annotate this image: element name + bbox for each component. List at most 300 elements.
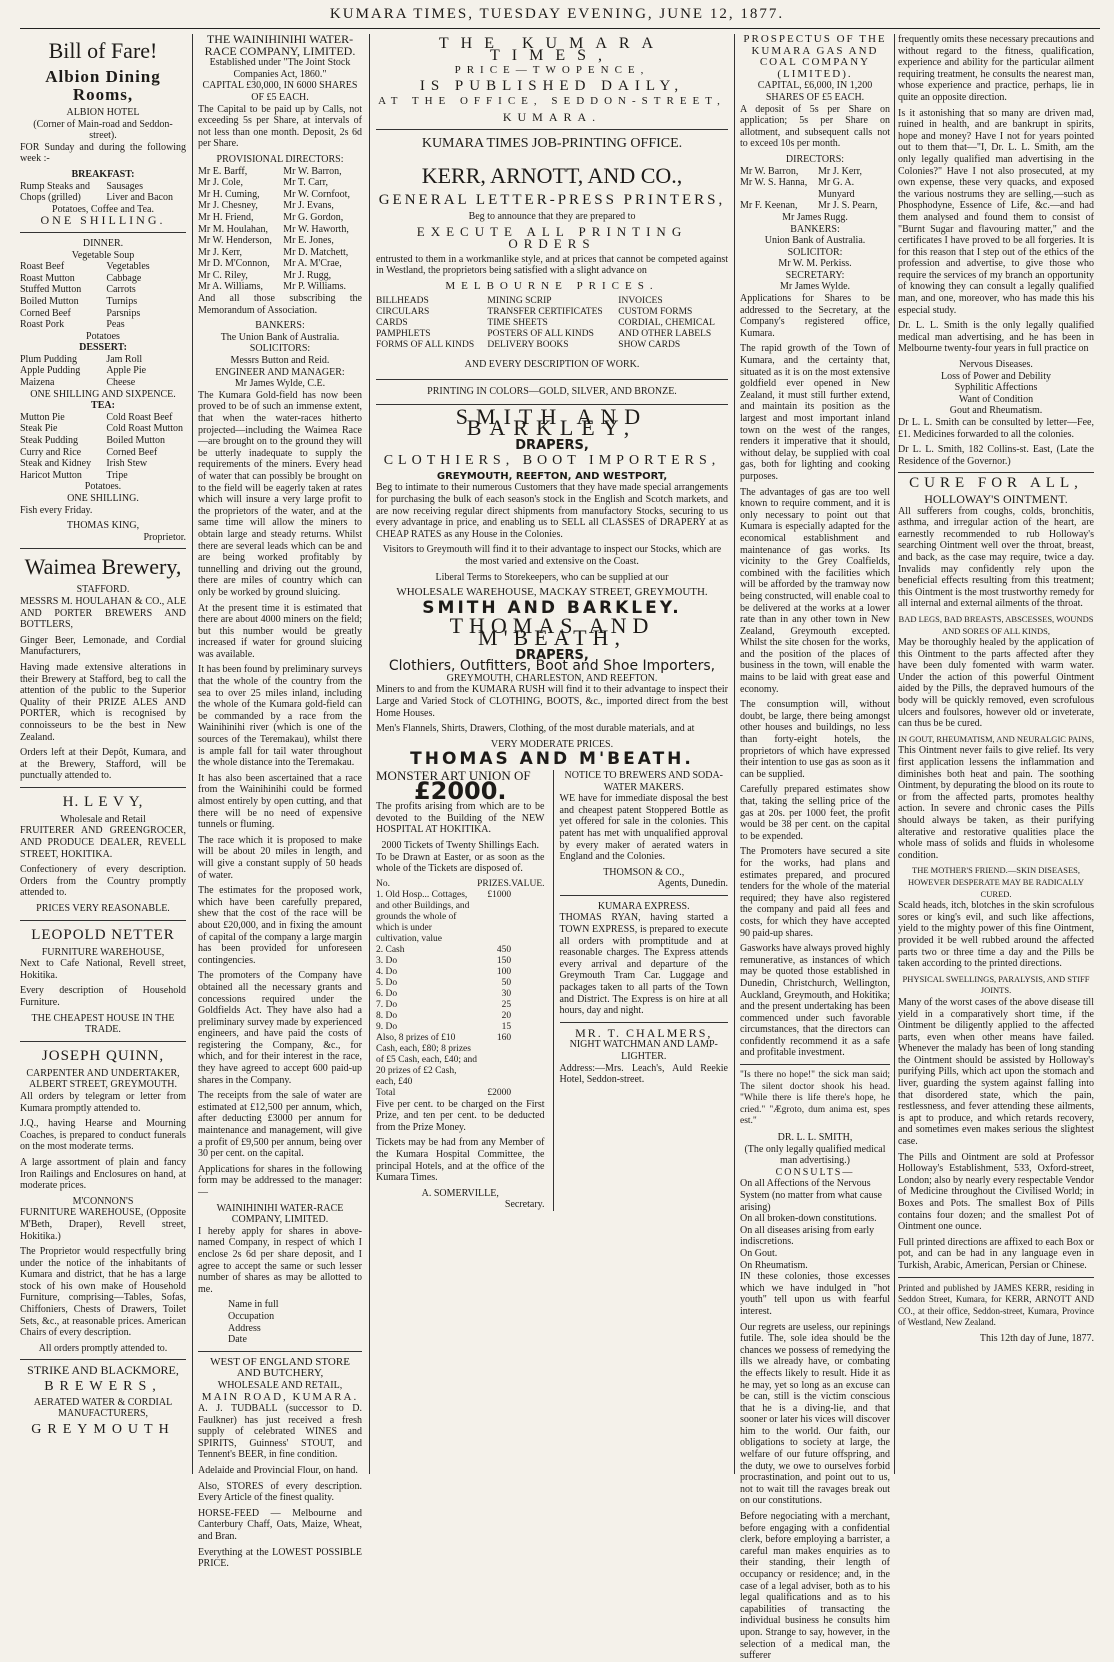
- quinn-p3: A large assortment of plain and fancy Iron Railings and Enclosures on hand, at moderate prices.: [20, 1156, 186, 1192]
- gas-secretary: Mr James Wylde.: [779, 281, 851, 293]
- prize-row-cell: 450: [496, 944, 512, 955]
- column-5: [898, 34, 1094, 1474]
- t-body: Miners to and from the KUMARA RUSH will find it to their advantage to inspect their Large and Varied Stock of CLOTHING, BOOTS, &c., imported direct from the best Home Houses.: [376, 684, 728, 719]
- art-union-profits: The profits arising from which are to be devoted to the Building of the NEW HOSPITAL AT HOKITIKA.: [376, 801, 545, 836]
- dinner-row-cell: Roast Mutton: [20, 272, 75, 284]
- dessert-row-cell: Maizena: [20, 377, 55, 389]
- prize-row: [376, 1022, 545, 1033]
- melbourne-prices: MELBOURNE PRICES.: [445, 279, 659, 292]
- prize-row-cell: 100: [496, 966, 512, 977]
- race-p2: At the present time it is estimated that there are about 4000 miners on the field; but this number would be greatly increased if water for ground sluicing was available.: [198, 602, 362, 660]
- smith-address: Dr L. L. Smith, 182 Collins-st. East, (Late the Residence of the Governor.): [898, 444, 1094, 467]
- veg-soup: Vegetable Soup: [71, 249, 135, 261]
- gas-director-row: [740, 177, 890, 200]
- dinner-row-cell: Peas: [106, 319, 125, 331]
- printing-colors: PRINTING IN COLORS—GOLD, SILVER, AND BRONZE.: [427, 385, 677, 397]
- art-union-amount: £2000.: [413, 776, 507, 805]
- smith-barkley: SMITH AND BARKLEY,: [455, 403, 649, 441]
- dessert-row-cell: Jam Roll: [106, 353, 143, 365]
- imprint: Printed and published by JAMES KERR, residing in Seddon Street, Kumara, for KERR, ARNOTT AND CO., at their office, Seddon-street, Kumara, Province of Westland, New Zealand.: [898, 1282, 1094, 1328]
- every-description: AND EVERY DESCRIPTION OF WORK.: [464, 359, 640, 371]
- divider: [740, 1064, 890, 1065]
- prize-header-cell: PRIZES.: [477, 878, 512, 889]
- waimea-title: Waimea Brewery,: [24, 554, 182, 580]
- divider: [898, 472, 1094, 473]
- smith-barkley-block: SMITH AND BARKLEY.: [422, 597, 682, 618]
- smith-p1: frequently omits these necessary precautions and without regard to the fitness, qualification, experience and ability for the particular ailment requiring treatment, he consults the nearest man, whose experience and practice, perhaps, lie in quite an opposite direction.: [898, 34, 1094, 103]
- gas-title: PROSPECTUS OF THE KUMARA GAS AND COAL COMPANY (LIMITED).: [743, 33, 887, 80]
- chalmers: MR. T. CHALMERS,: [575, 1025, 713, 1040]
- director-row-cell: Mr G. Gordon,: [283, 211, 344, 223]
- dinner-row: [20, 261, 186, 273]
- breakfast-list: [20, 181, 186, 204]
- gas-capital: CAPITAL, £6,000, IN 1,200 SHARES OF £5 EACH.: [757, 80, 873, 103]
- right-ads: [553, 770, 729, 1211]
- cheapest-house: THE CHEAPEST HOUSE IN THE TRADE.: [31, 1012, 175, 1036]
- printing-item: INVOICES: [618, 296, 663, 307]
- divider: [898, 1277, 1094, 1278]
- dessert-row: [20, 377, 186, 389]
- gas-p3: The consumption will, without doubt, be large, there being amongst other houses and buildings, no less than forty-eight hotels, the proprietors of which have expressed their intention to use gas as soon as it can be supplied.: [740, 699, 890, 780]
- form-fields: [198, 1299, 362, 1345]
- gas-director-row-cell: Mr F. Keenan,: [740, 200, 798, 212]
- column-rule: [734, 34, 735, 1474]
- tea-row-cell: Curry and Rice: [20, 446, 82, 458]
- director-row: [198, 166, 362, 178]
- director-row: [198, 235, 362, 247]
- consult-p3: Before negociating with a merchant, before engaging with a confidential clerk, before employing a barrister, a careful man makes enquiries as to their standing, their length of occupancy or residence; and, in the case of a legal adviser, both as to his legal qualifications and as to his capabilities of transacting the individual business he consults him upon. Strange to say, however, in the selection of a medical man, the sufferer: [740, 1511, 890, 1662]
- prize-row-cell: 5. Do: [376, 977, 398, 988]
- gas-p5: The Promoters have secured a site for the works, had plans and estimates prepared, and procured tenders for the whole of the material required; they have also registered the company and paid all fees and costs, for which they have accepted 90 paid-up shares.: [740, 846, 890, 939]
- gas-p2: The advantages of gas are too well known to require comment, and it is only necessary to point out that Kumara is especially adapted for the economical establishment and maintenance of gas works. Its vicinity to the Grey Coalfields, combined with the facilities which will be afforded by the tramway now being constructed, will enable coal to be delivered at the works at a lower rate than in any other town in New Zealand, Greymouth excepted. Whilst the site chosen for the works, and the position of the places of business in the town, will enable the mains to be laid with great ease and economy.: [740, 486, 890, 695]
- printing-item: CORDIAL, CHEMICAL: [618, 318, 715, 329]
- furniture-warehouse: FURNITURE WAREHOUSE,: [41, 946, 165, 958]
- director-row-cell: Mr H. Friend,: [198, 211, 254, 223]
- breakfast-heading: BREAKFAST:: [71, 168, 135, 180]
- director-row-cell: Mr J. Kerr,: [198, 246, 243, 258]
- divider: [20, 787, 186, 788]
- wainihinihi-title: THE WAINIHINIHI WATER-RACE COMPANY, LIMITED.: [204, 32, 356, 58]
- printing-item: DELIVERY BOOKS: [487, 340, 569, 351]
- entrusted: entrusted to them in a workmanlike style, and at prices that cannot be competed against in Westland, the proprietors being satisfied with a slight advance on: [376, 253, 728, 277]
- sunday-notice: FOR Sunday and during the following week :-: [20, 141, 186, 165]
- tea-list: [20, 412, 186, 482]
- fish-friday: Fish every Friday.: [20, 504, 93, 516]
- director-row-cell: Mr W. Cornfoot,: [283, 188, 350, 200]
- dinner-row-cell: Cabbage: [106, 272, 142, 284]
- dinner-row-cell: Boiled Mutton: [20, 295, 79, 307]
- tea-row-cell: Tripe: [106, 469, 128, 481]
- proprietor: Proprietor.: [143, 531, 186, 543]
- times-kumara: KUMARA.: [502, 109, 602, 124]
- levy-title: H. L E V Y,: [62, 793, 144, 810]
- dinner-row-cell: Roast Pork: [20, 319, 65, 331]
- mcconnon-furniture: FURNITURE WAREHOUSE, (Opposite M'Beth, Draper), Revell street, Hokitika.): [20, 1207, 186, 1242]
- waimea-body: Having made extensive alterations in their Brewery at Stafford, beg to call the attention of the public to the Superior Quality of their PRIZE ALES AND PORTER, which is recognised by connoisseurs to be the best in New Zealand.: [20, 661, 186, 743]
- prize-total-cell: Total: [376, 1087, 396, 1098]
- tea-price: ONE SHILLING.: [67, 493, 139, 504]
- drapers: DRAPERS,: [515, 437, 589, 453]
- divider: [198, 1351, 362, 1352]
- director-row-cell: Mr W. Haworth,: [283, 223, 349, 235]
- director-row: [198, 224, 362, 236]
- kerr-arnott: KERR, ARNOTT, AND CO.,: [421, 163, 683, 189]
- quinn-p2: J.Q., having Hearse and Mourning Coaches, is prepared to conduct funerals on the most moderate terms.: [20, 1118, 186, 1153]
- prize-row-cell: 1. Old Hosp... Cottages, and other Buildings, and grounds the whole of which is under cultivation, value: [376, 889, 470, 944]
- divider: [20, 1359, 186, 1360]
- consult-item: On all diseases arising from early indiscretions.: [740, 1224, 875, 1248]
- breakfast-extra: Potatoes, Coffee and Tea.: [52, 203, 154, 215]
- divider: [560, 895, 729, 896]
- greymouth: GREYMOUTH: [31, 1421, 175, 1437]
- manufacturers: MANUFACTURERS,: [57, 1408, 149, 1420]
- levy-sub: Wholesale and Retail: [60, 813, 146, 825]
- stores: Also, STORES of every description. Every Article of the finest quality.: [198, 1480, 362, 1504]
- prize-row: [376, 967, 545, 978]
- prize-row-cell: 30: [501, 988, 512, 999]
- director-row-cell: Mr A. M'Crae,: [283, 258, 342, 270]
- thomson: THOMSON & CO.,: [603, 866, 685, 878]
- director-row: [198, 247, 362, 259]
- engineer-heading: ENGINEER AND MANAGER:: [215, 366, 345, 378]
- director-row: [198, 189, 362, 201]
- tea-row: [20, 470, 186, 482]
- director-row-cell: Mr E. Jones,: [283, 235, 334, 247]
- secretary: Secretary.: [504, 1199, 545, 1211]
- gas-director-row-cell: Mr G. A. Munyard: [818, 177, 855, 200]
- holloway-p2: May be thoroughly healed by the application of this Ointment to the parts affected after they have been duly fomented with warm water. Under the action of this powerful Ointment aided by the Pills, the depraved humours of the body will be quickly removed, even scrofulous ulcers and foulsores, however old or inveterate, can thus be be cured.: [898, 637, 1094, 730]
- consult-p1: IN these colonies, those excesses which we have indulged in "hot youth" tell upon us with fearful interest.: [740, 1271, 890, 1317]
- holloway-p4: Scald heads, itch, blotches in the skin scrofulous sores or king's evil, and such like affections, yield to the mighty power of this fine Ointment, provided it be well rubbed around the affected parts two or three time a day and the Pills be taken according to the printed directions.: [898, 900, 1094, 970]
- greymouth-reefton: GREYMOUTH, REEFTON, AND WESTPORT,: [436, 470, 668, 482]
- director-row-cell: Mr J. Evans,: [283, 200, 334, 212]
- printing-item: TRANSFER CERTIFICATES: [487, 307, 603, 318]
- director-row: [198, 212, 362, 224]
- printing-item: POSTERS OF ALL KINDS: [487, 329, 594, 340]
- tea-heading: TEA:: [91, 400, 115, 412]
- holloway-p7: Full printed directions are affixed to each Box or pot, and can be had in any language even in Turkish, Arabic, American, Persian or Chinese.: [898, 1236, 1094, 1271]
- gas-director-row-cell: Mr W. S. Hanna,: [740, 177, 808, 189]
- prize-row: [376, 1000, 545, 1011]
- main-road: MAIN ROAD, KUMARA.: [201, 1390, 359, 1403]
- dinner-row: [20, 319, 186, 331]
- potatoes: Potatoes: [86, 330, 120, 342]
- gas-director-row-cell: Mr W. Barron,: [740, 165, 799, 177]
- bankers: The Union Bank of Australia.: [220, 331, 340, 343]
- t-drapers: DRAPERS,: [515, 647, 589, 663]
- dinner-row-cell: Vegetables: [106, 261, 150, 273]
- dinner-row-cell: Turnips: [106, 295, 138, 307]
- prize-row-cell: 25: [501, 999, 512, 1010]
- printing-item: PAMPHLETS: [376, 329, 431, 340]
- prize-row-cell: 2. Cash: [376, 944, 405, 955]
- albion-title: Albion Dining Rooms,: [45, 67, 161, 104]
- established: Established under "The Joint Stock Companies Act, 1860.": [209, 57, 351, 80]
- gas-director-row-cell: Mr J. Kerr,: [818, 165, 863, 177]
- prize-header-cell: VALUE.: [511, 878, 545, 889]
- gas-deposit: A deposit of 5s per Share on application; 5s per Share on allotment, and subsequent calls not to exceed 10s per month.: [740, 103, 890, 150]
- race-p6: The estimates for the proposed work, which have been carefully prepared, shew that the cost of the race will be about £20,000, and in fixing the amount of capital of the company a large margin has been provided for unforeseen contingencies.: [198, 885, 362, 966]
- prices-reasonable: PRICES VERY REASONABLE.: [36, 903, 170, 915]
- printing-item: TIME SHEETS: [487, 318, 548, 329]
- race-p8: The receipts from the sale of water are estimated at £12,500 per annum, which, after deducting £3000 per annum for maintenance and management, will give a profit of £9,500 per annum, being over 30 per cent. on the capital.: [198, 1090, 362, 1160]
- director-row-cell: Mr D. M'Connon,: [198, 258, 270, 270]
- dinner-row: [20, 296, 186, 308]
- breakfast-row: [20, 181, 186, 193]
- gas-secretary-heading: SECRETARY:: [785, 269, 845, 281]
- prize-header-cell: No.: [376, 878, 390, 889]
- director-row-cell: Mr P. Williams.: [283, 281, 347, 293]
- dessert-list: [20, 354, 186, 389]
- art-union: [376, 767, 545, 1211]
- race-p1: The Kumara Gold-field has now been proved to be of such an immense extent, that when the water-races hitherto projected—including the Waimea Race—are brought on to the ground they will be utterly inadequate to supply the requirements of the miners. Every head of water that can possibly be brought on to the field will be eagerly taken at rates which will insure a very large profit to the proprietors of the water, and at the same time will allow the miners to obtain large and steady returns. Whilst there are several leads which can be and are being worked profitably by tunnelling and driving out the ground, there are miles of country which can only be worked by ground sluicing.: [198, 389, 362, 598]
- gas-p1: The rapid growth of the Town of Kumara, and the certainty that, situated as it is on the most extensive goldfield ever opened in New Zealand, it must still further extend, and maintain its position as the largest and most important inland town on the west of the ranges, renders it imperative that it should, without delay, be supplied with coal gas, both for lighting and cooking purposes.: [740, 343, 890, 482]
- quinn-sub: CARPENTER AND UNDERTAKER, ALBERT STREET, GREYMOUTH.: [26, 1067, 180, 1091]
- holloway-gout: IN GOUT, RHEUMATISM, AND NEURALGIC PAINS,: [898, 733, 1094, 744]
- tea-row-cell: Steak Pudding: [20, 435, 79, 447]
- gas-director-row: [740, 166, 890, 178]
- art-union-draw: To be Drawn at Easter, or as soon as the whole of the Tickets are disposed of.: [376, 851, 545, 875]
- tea-row: [20, 458, 186, 470]
- wholesale-retail: WHOLESALE AND RETAIL,: [217, 1379, 343, 1391]
- column-3: [376, 34, 728, 1474]
- tea-row: [20, 435, 186, 447]
- dinner-row-cell: Parsnips: [106, 307, 141, 319]
- prize-row-cell: 6. Do: [376, 988, 398, 999]
- quinn-title: JOSEPH QUINN,: [41, 1047, 165, 1064]
- race-p5: The race which it is proposed to make will be about 20 miles in length, and will give a constant supply of 50 heads of water.: [198, 834, 362, 881]
- prize-row-cell: 20: [501, 1010, 512, 1021]
- clothiers: CLOTHIERS, BOOT IMPORTERS,: [383, 453, 721, 469]
- dessert-row: [20, 354, 186, 366]
- thomas-mbeath-block: THOMAS AND M'BEATH.: [410, 749, 694, 770]
- form-heading: WAINIHINIHI WATER-RACE COMPANY, LIMITED.: [216, 1202, 344, 1226]
- gas-director-row: [740, 200, 890, 212]
- consult-item: On all broken-down constitutions.: [740, 1213, 877, 1225]
- ryan-body: THOMAS RYAN, having started a TOWN EXPRESS, is prepared to execute all orders with promptitude and at reasonable charges. The Express attends every arrival and departure of the Greymouth Tram Car. Luggage and packages taken to all parts of the Town and District. The Express is on hire at all hours, day and night.: [559, 912, 728, 1017]
- dinner-row-cell: Carrots: [106, 284, 136, 296]
- holloway-p6: The Pills and Ointment are sold at Professor Holloway's Establishment, 533, Oxford-street, London; also by nearly every respectable Vendor of Medicine throughout the Civilised World; in Boxes and Pots. The smallest Box of Pills contains four dozen; and the smallest Pot of Ointment one ounce.: [898, 1151, 1094, 1233]
- rugg: Mr James Rugg.: [782, 211, 848, 223]
- gas-apps: Applications for Shares to be addressed to the Secretary, at the Company's registered office, Kumara.: [740, 293, 890, 339]
- race-p9: Applications for shares in the following form may be addressed to the manager:—: [198, 1163, 362, 1198]
- dinner-row: [20, 308, 186, 320]
- form-field: Name in full: [228, 1299, 279, 1311]
- tea-row-cell: Steak and Kidney: [20, 458, 92, 470]
- tea-row-cell: Steak Pie: [20, 423, 58, 435]
- night-watchman: NIGHT WATCHMAN AND LAMP-LIGHTER.: [569, 1039, 718, 1062]
- director-row-cell: Mr W. Barron,: [283, 165, 342, 177]
- albion-address: (Corner of Main-road and Seddon-street).: [33, 118, 173, 142]
- printing-row: [376, 296, 728, 307]
- strike-title: STRIKE AND BLACKMORE,: [27, 1363, 179, 1378]
- job-printing: KUMARA TIMES JOB-PRINTING OFFICE.: [421, 135, 683, 151]
- gas-directors-heading: DIRECTORS:: [785, 153, 845, 165]
- times-office: AT THE OFFICE, SEDDON-STREET,: [378, 95, 726, 108]
- gout-rheum: Gout and Rheumatism.: [949, 405, 1043, 417]
- prize-row-cell: Also, 8 prizes of £10 Cash, each, £80; 8 prizes of £5 Cash, each, £40; and 20 prizes of £2 Cash, each, £40: [376, 1032, 478, 1087]
- director-row-cell: Mr J. Cole,: [198, 177, 243, 189]
- agents: Agents, Dunedin.: [657, 878, 728, 890]
- column-rule: [369, 34, 370, 1474]
- tea-row-cell: Mutton Pie: [20, 411, 65, 423]
- adelaide-flour: Adelaide and Provincial Flour, on hand.: [198, 1465, 358, 1477]
- consult-items: [740, 1178, 890, 1271]
- smith-p4: Dr L. L. Smith can be consulted by letter—Fee, £1. Medicines forwarded to all the colonies.: [898, 417, 1094, 440]
- gas-solicitor-heading: SOLICITOR:: [787, 246, 843, 258]
- everything: Everything at the LOWEST POSSIBLE PRICE.: [198, 1546, 362, 1570]
- director-row: [198, 258, 362, 270]
- director-row-cell: Mr M. Houlahan,: [198, 223, 268, 235]
- printing-item: CARDS: [376, 318, 408, 329]
- divider: [20, 548, 186, 549]
- mcconnon-orders: All orders promptly attended to.: [38, 1342, 168, 1354]
- dinner-row-cell: Corned Beef: [20, 307, 71, 319]
- form-field: Occupation: [228, 1310, 275, 1322]
- price-one-shilling: ONE SHILLING.: [40, 213, 166, 228]
- director-row-cell: Mr J. Rugg,: [283, 269, 332, 281]
- tea-row-cell: Irish Stew: [106, 458, 148, 470]
- divider: [20, 920, 186, 921]
- ginger-beer: Ginger Beer, Lemonade, and Cordial Manufacturers,: [20, 634, 186, 658]
- smith-p2: Is it astonishing that so many are driven mad, ruined in health, and are bankrupt in spirits, hope and money? Have I not for years pointed out to them that—"I, Dr. L. L. Smith, am the only legally qualified man advertising in the Colonies?" Have I not also prosecuted, at my own expense, these very quacks, and exposed the various nostrums they are selling,—such as Phosphodyne, Essence of Life, &c.—and had them analysed and found them to consist of "Burnt Sugar and flavouring matter," and the certificates I have proved to be all forgeries. It is for this reason that I step out of the ethics of the profession and advertise, to give those who require the services of my branch an opportunity of knowing they can consult a legally qualified man, and one, moreover, who has made this his especial study.: [898, 107, 1094, 316]
- directors-list: [198, 166, 362, 294]
- nervous: Nervous Diseases.: [959, 359, 1033, 371]
- albion-sub: ALBION HOTEL: [66, 107, 140, 118]
- prize-row-cell: 15: [501, 1021, 512, 1032]
- race-p7: The promoters of the Company have obtained all the necessary grants and concessions required under the Goldfields Act. They have also had a preliminary survey made by experienced engineers, and have paid the costs of registering the Company, &c., for which, and for their interest in the race, they have agreed to accept 600 paid-up shares in the Company.: [198, 970, 362, 1086]
- form-field: Address: [228, 1322, 261, 1334]
- tea-row: [20, 423, 186, 435]
- director-row: [198, 281, 362, 293]
- printing-row: [376, 340, 728, 351]
- dessert-row-cell: Apple Pie: [106, 365, 147, 377]
- director-row-cell: Mr E. Barff,: [198, 165, 248, 177]
- column-4: [740, 33, 890, 1662]
- prize-row-cell: 9. Do: [376, 1021, 398, 1032]
- holloway-p5: Many of the worst cases of the above disease till yield in a comparatively short time, if the Ointment be diligently applied to the affected parts, even when other means have failed. Whenever the malady has been of long standing the Ointment should be assisted by Holloway's purifying Pills, which act upon the stomach and liver, guarding the system against falling into that disordered state, which the pain, restlessness, and fever attending these ailments, is apt to produce, and which retards recovery, and sometimes even makes serious the slightest case.: [898, 996, 1094, 1148]
- director-row-cell: Mr J. Chesney,: [198, 200, 258, 212]
- liberal-terms: Liberal Terms to Storekeepers, who can be supplied at our: [435, 571, 669, 583]
- printing-item: BILLHEADS: [376, 296, 429, 307]
- holloway-title: HOLLOWAY'S OINTMENT.: [924, 491, 1068, 506]
- dessert-row-cell: Cheese: [106, 377, 136, 389]
- column-2: [198, 32, 362, 1570]
- gas-director-row-cell: Mr J. S. Pearn,: [818, 200, 878, 212]
- capital: CAPITAL £30,000, IN 6000 SHARES OF £5 EACH.: [202, 80, 358, 103]
- aerated: AERATED WATER & CORDIAL: [33, 1396, 173, 1408]
- column-rule: [192, 34, 193, 1474]
- race-p4: It has also been ascertained that a race from the Wainihinihi could be formed almost entirely by open cutting, and that there will be no need of expensive tunnels or fluming.: [198, 772, 362, 831]
- times-price: PRICE—TWOPENCE,: [454, 64, 650, 77]
- waimea-orders: Orders left at their Depôt, Kumara, and at the Brewery, Stafford, will be punctually attended to.: [20, 747, 186, 782]
- holloway-p3: This Ointment never fails to give relief. Its very first application lessens the inflammation and diminishes both heat and pain. The soothing Ointment, by depurating the blood on its route to or from the affected parts, promotes healthy action. In severe and chronic cases the Pills should always be taken, as their purifying alterative and restorative qualities place the whole mass of solids and fluids in wholesome condition.: [898, 745, 1094, 861]
- consults: CONSULTS—: [775, 1166, 855, 1178]
- breakfast-row-cell: Chops (grilled): [20, 192, 81, 204]
- art-union-where: Tickets may be had from any Member of the Kumara Hospital Committee, the principal Hotels, and at the office of the Kumara Times.: [376, 1137, 545, 1184]
- horse-feed: HORSE-FEED — Melbourne and Canterbury Chaff, Oats, Maize, Wheat, and Bran.: [198, 1507, 362, 1543]
- dessert-row: [20, 365, 186, 377]
- masthead-rule: [20, 28, 1100, 29]
- engineer: Mr James Wylde, C.E.: [234, 378, 326, 390]
- printing-item: SHOW CARDS: [618, 340, 681, 351]
- cure-for-all: CURE FOR ALL,: [909, 475, 1083, 492]
- smith-visitors: Visitors to Greymouth will find it to their advantage to inspect our Stocks, which are the most varied and extensive on the Coast.: [382, 544, 722, 568]
- director-row: [198, 177, 362, 189]
- printing-item: CUSTOM FORMS: [618, 307, 693, 318]
- prize-row: [376, 1033, 545, 1088]
- gas-p6: Gasworks have always proved highly remunerative, as instances of which may be quoted those established in Dunedin, Christchurch, Wellington, Auckland, Greymouth, and Hokitika; and the present undertaking has been commenced under such favorable circumstances, that the directors can confidently recommend it as a safe and profitable investment.: [740, 943, 890, 1059]
- printing-row: [376, 318, 728, 329]
- consult-item: On Gout.: [740, 1247, 778, 1259]
- prize-total: [376, 1088, 545, 1099]
- column-1: [20, 34, 186, 1474]
- gas-directors: [740, 166, 890, 212]
- holloway-bad-legs: BAD LEGS, BAD BREASTS, ABSCESSES, WOUNDS AND SORES OF ALL KINDS,: [898, 613, 1094, 636]
- bankers-heading: BANKERS:: [255, 320, 305, 332]
- tea-row-cell: Haricot Mutton: [20, 469, 82, 481]
- capital-paid: The Capital to be paid up by Calls, not exceeding 5s per Share, at intervals of not less than one month. Deposit, 2s 6d per Share.: [198, 103, 362, 150]
- smith-body: Beg to intimate to their numerous Customers that they have made special arrangements for purchasing the bulk of each season's stock in the English and Scotch markets, and are now receiving regular direct shipments from manufactory Stocks, securing to us every advantage in price, and enabling us to SELL all CLASSES of DRAPERY at as CHEAP RATES as any House in the Colonies.: [376, 482, 728, 540]
- dr-smith: DR. L. L. SMITH,: [777, 1132, 853, 1144]
- chalmers-address: Address:—Mrs. Leach's, Auld Reekie Hotel, Seddon-street.: [559, 1062, 728, 1086]
- consult-item: On Rheumatism.: [740, 1259, 808, 1271]
- express-title: KUMARA EXPRESS.: [597, 900, 690, 912]
- prize-row: [376, 989, 545, 1000]
- smith-p3: Dr. L. L. Smith is the only legally qualified medical man advertising, and he has been in Melbourne twenty-four years in full practice on: [898, 320, 1094, 355]
- quote: "Is there no hope!" the sick man said; The silent doctor shook his head. "While there is life there's hope, he cried." "Ægroto, dum anima est, spes est.": [740, 1070, 890, 1127]
- tea-row: [20, 447, 186, 459]
- gas-solicitor: Mr W. M. Perkiss.: [778, 258, 852, 270]
- tudball: A. J. TUDBALL (successor to D. Faulkner) has just received a fresh supply of celebrated WINES and SPIRITS, Guinness' STOUT, and Tennent's BEER, in fine condition.: [198, 1403, 362, 1461]
- director-row-cell: Mr W. Henderson,: [198, 235, 272, 247]
- tea-row-cell: Cold Roast Beef: [106, 411, 173, 423]
- t-flannels: Men's Flannels, Shirts, Drawers, Clothing, of the most durable materials, and at: [376, 723, 695, 735]
- dinner-row-cell: Stuffed Mutton: [20, 284, 82, 296]
- form-field: Date: [228, 1334, 247, 1346]
- dinner-row-cell: Roast Beef: [20, 261, 65, 273]
- form-body: I hereby apply for shares in above-named Company, in respect of which I enclose 2s 6d per share deposit, and I agree to accept the same or such lesser number of shares as may be allotted to me.: [198, 1225, 362, 1295]
- t-moderate: VERY MODERATE PRICES.: [490, 738, 614, 750]
- dessert-row-cell: Apple Pudding: [20, 365, 81, 377]
- printing-item: FORMS OF ALL KINDS: [376, 340, 475, 351]
- printing-item: CIRCULARS: [376, 307, 430, 318]
- art-union-tickets: 2000 Tickets of Twenty Shillings Each.: [381, 839, 539, 851]
- director-row: [198, 200, 362, 212]
- prize-table: [376, 879, 545, 1099]
- west-title: WEST OF ENGLAND STORE AND BUTCHERY,: [210, 1355, 350, 1380]
- dinner-row: [20, 284, 186, 296]
- execute-orders: EXECUTE ALL PRINTING ORDERS: [416, 224, 688, 251]
- tea-row: [20, 412, 186, 424]
- tea-row-cell: Cold Roast Mutton: [106, 423, 184, 435]
- divider: [20, 232, 186, 233]
- director-row: [198, 270, 362, 282]
- thomas-king: THOMAS KING,: [66, 520, 140, 532]
- thomas-mbeath: THOMAS AND M'BEATH,: [449, 613, 655, 650]
- t-clothiers: Clothiers, Outfitters, Boot and Shoe Importers,: [388, 658, 716, 675]
- art-union-deduct: Five per cent. to be charged on the First Prize, and ten per cent. to be deducted from the Prize Money.: [376, 1098, 545, 1133]
- prize-row: [376, 890, 545, 945]
- prize-row-cell: 7. Do: [376, 999, 398, 1010]
- gas-bankers: Union Bank of Australia.: [764, 235, 866, 247]
- column-rule: [894, 34, 895, 1474]
- prize-row-cell: 8. Do: [376, 1010, 398, 1021]
- holloway-physical: PHYSICAL SWELLINGS, PARALYSIS, AND STIFF JOINTS.: [902, 973, 1090, 996]
- dessert-heading: DESSERT:: [79, 342, 127, 354]
- brewers: BREWERS,: [44, 1379, 162, 1395]
- somerville: A. SOMERVILLE,: [421, 1187, 499, 1199]
